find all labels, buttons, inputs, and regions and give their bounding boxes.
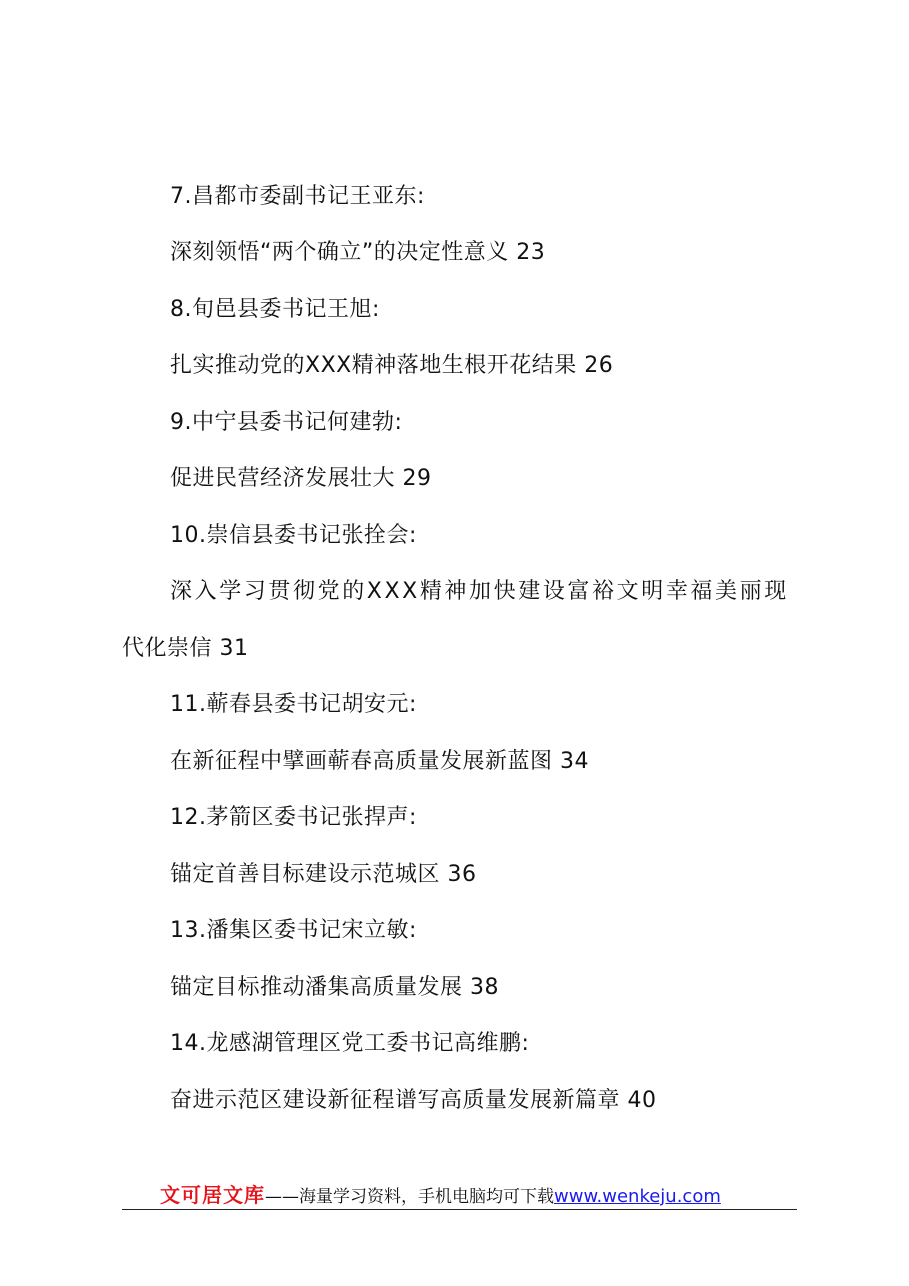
footer-website-link[interactable]: www.wenkeju.com (554, 1186, 721, 1207)
toc-heading-12: 12.茅箭区委书记张捍声: (170, 805, 417, 830)
toc-heading-11: 11.蕲春县委书记胡安元: (170, 692, 417, 717)
toc-entry-13: 锚定目标推动潘集高质量发展 38 (170, 975, 499, 1000)
toc-entry-9: 促进民营经济发展壮大 29 (170, 466, 432, 491)
toc-entry-8: 扎实推动党的XXX精神落地生根开花结果 26 (170, 353, 614, 378)
toc-heading-14: 14.龙感湖管理区党工委书记高维鹏: (170, 1031, 530, 1056)
toc-entry-12: 锚定首善目标建设示范城区 36 (170, 862, 477, 887)
toc-entry-10-line-2: 代化崇信 31 (122, 636, 249, 661)
toc-entry-11: 在新征程中擘画蕲春高质量发展新蓝图 34 (170, 749, 589, 774)
footer-divider (122, 1209, 797, 1210)
footer-tagline: ——海量学习资料，手机电脑均可下载 (265, 1187, 554, 1207)
page-footer (160, 1182, 721, 1210)
toc-heading-8: 8.旬邑县委书记王旭: (170, 297, 380, 322)
footer-brand: 文可居文库 (160, 1183, 265, 1207)
toc-heading-10: 10.崇信县委书记张拴会: (170, 523, 417, 548)
toc-entry-7: 深刻领悟“两个确立”的决定性意义 23 (170, 240, 546, 265)
toc-heading-13: 13.潘集区委书记宋立敏: (170, 918, 417, 943)
toc-heading-9: 9.中宁县委书记何建勃: (170, 410, 403, 435)
toc-heading-7: 7.昌都市委副书记王亚东: (170, 184, 425, 209)
toc-entry-10-line-1: 深入学习贯彻党的XXX精神加快建设富裕文明幸福美丽现 (170, 579, 789, 604)
toc-entry-14: 奋进示范区建设新征程谱写高质量发展新篇章 40 (170, 1088, 657, 1113)
